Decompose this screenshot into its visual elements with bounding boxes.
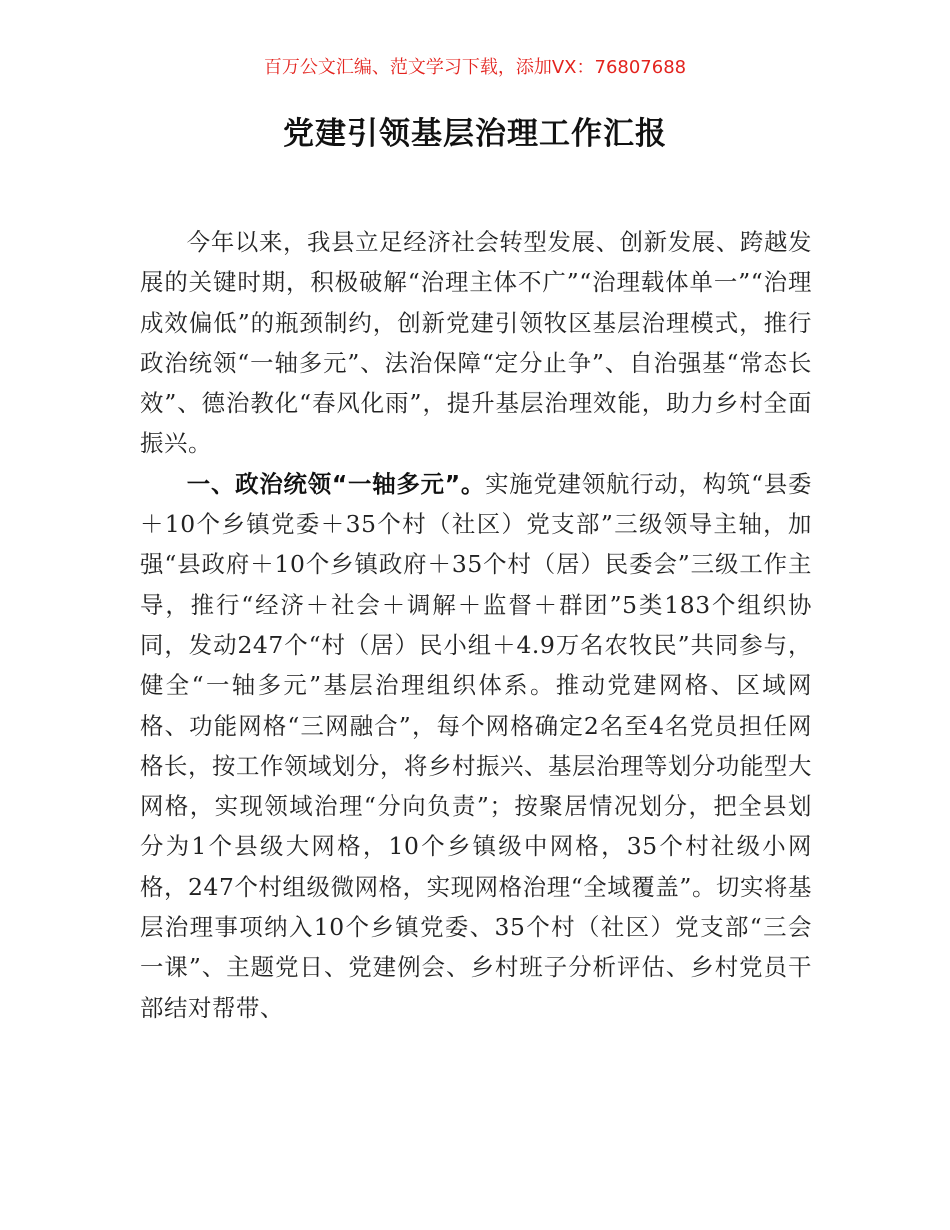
document-title: 党建引领基层治理工作汇报 bbox=[283, 116, 667, 152]
paragraph-text: 今年以来，我县立足经济社会转型发展、创新发展、跨越发展的关键时期，积极破解“治理主体不广”“治理载体单一”“治理成效偏低”的瓶颈制约，创新党建引领牧区基层治理模式，推行政治统领“一轴多元”、法治保障“定分止争”、自治强基“常态长效”、德治教化“春风化雨”，提升基层治理效能，助力乡村全面振兴。 bbox=[140, 228, 812, 458]
paragraph-text: 实施党建领航行动，构筑“县委＋10个乡镇党委＋35个村（社区）党支部”三级领导主轴，加强“县政府＋10个乡镇政府＋35个村（居）民委会”三级工作主导，推行“经济＋社会＋调解＋监督＋群团”5类183个组织协同，发动247个“村（居）民小组＋4.9万名农牧民”共同参与，健全“一轴多元”基层治理组织体系。推动党建网格、区域网格、功能网格“三网融合”，每个网格确定2名至4名党员担任网格长，按工作领域划分，将乡村振兴、基层治理等划分功能型大网格，实现领域治理“分向负责”；按聚居情况划分，把全县划分为1个县级大网格，10个乡镇级中网格，35个村社级小网格，247个村组级微网格，实现网格治理“全域覆盖”。切实将基层治理事项纳入10个乡镇党委、35个村（社区）党支部“三会一课”、主题党日、党建例会、乡村班子分析评估、乡村党员干部结对帮带、 bbox=[140, 469, 813, 1022]
section-heading: 一、政治统领“一轴多元”。 bbox=[186, 469, 486, 498]
intro-paragraph bbox=[140, 222, 812, 464]
document-body bbox=[140, 222, 812, 1028]
promo-banner: 百万公文汇编、范文学习下载，添加VX：76807688 bbox=[263, 57, 687, 78]
section-paragraph-1 bbox=[140, 464, 812, 1028]
